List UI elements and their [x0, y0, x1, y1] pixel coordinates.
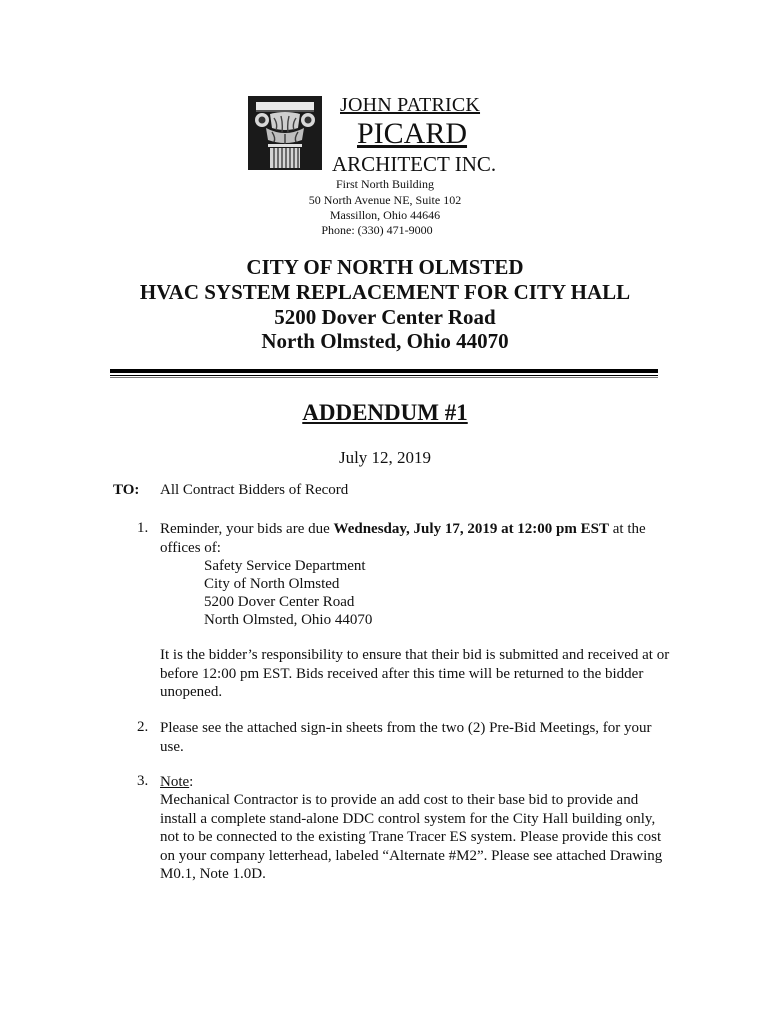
item-number: 3.	[137, 773, 149, 789]
item-number: 1.	[137, 520, 149, 536]
addendum-date: July 12, 2019	[338, 448, 432, 467]
project-name: HVAC SYSTEM REPLACEMENT FOR CITY HALL	[139, 280, 631, 304]
recipient-value: All Contract Bidders of Record	[160, 482, 349, 498]
note-heading-colon: :	[189, 774, 194, 790]
title-divider-shadow	[110, 377, 658, 378]
firm-name-title: ARCHITECT INC.	[332, 152, 497, 176]
corinthian-column-capital-icon	[248, 96, 322, 170]
project-city: North Olmsted, Ohio 44070	[261, 329, 509, 353]
item-number: 2.	[137, 719, 149, 735]
project-owner: CITY OF NORTH OLMSTED	[246, 255, 524, 279]
reminder-text-lead: Reminder, your bids are due	[160, 521, 334, 537]
reminder-text-trail: at the offices of:	[160, 521, 646, 556]
office-department: Safety Service Department	[204, 558, 366, 574]
firm-phone: Phone: (330) 471-9000	[321, 223, 433, 237]
office-city-state-zip: North Olmsted, Ohio 44070	[204, 612, 373, 628]
item-note-text: Mechanical Contractor is to provide an add cost to their base bid to provide and install a complete stand-alone DDC control system for the City Hall building only, not to be connected to the existing Trane Tracer ES system. Please provide this cost on your company letterhead, labeled “Alternate #M2”. Please see attached Drawing M0.1, Note 1.0D.	[160, 792, 663, 882]
item-sign-in-sheets-text: Please see the attached sign-in sheets from the two (2) Pre-Bid Meetings, for your use.	[160, 720, 652, 755]
firm-name-surname: PICARD	[357, 117, 468, 150]
item-note-heading	[160, 773, 670, 792]
project-street: 5200 Dover Center Road	[274, 305, 496, 329]
title-divider-thin	[110, 375, 658, 376]
firm-address-street: 50 North Avenue NE, Suite 102	[308, 193, 462, 207]
recipient-label: TO:	[113, 482, 140, 498]
note-heading-text: Note	[160, 774, 190, 790]
firm-address-city: Massillon, Ohio 44646	[329, 208, 441, 222]
firm-name-first: JOHN PATRICK	[340, 94, 481, 116]
addendum-title: ADDENDUM #1	[302, 400, 468, 425]
bid-due-datetime: Wednesday, July 17, 2019 at 12:00 pm EST	[333, 521, 609, 537]
title-divider	[110, 369, 658, 373]
firm-address-building: First North Building	[335, 177, 434, 191]
bidder-responsibility-paragraph: It is the bidder’s responsibility to ensure that their bid is submitted and received at or before 12:00 pm EST. Bids received after this time will be returned to the bidder unopened.	[160, 647, 670, 700]
office-street: 5200 Dover Center Road	[204, 594, 355, 610]
item-reminder-text	[160, 520, 670, 557]
office-city: City of North Olmsted	[204, 576, 340, 592]
